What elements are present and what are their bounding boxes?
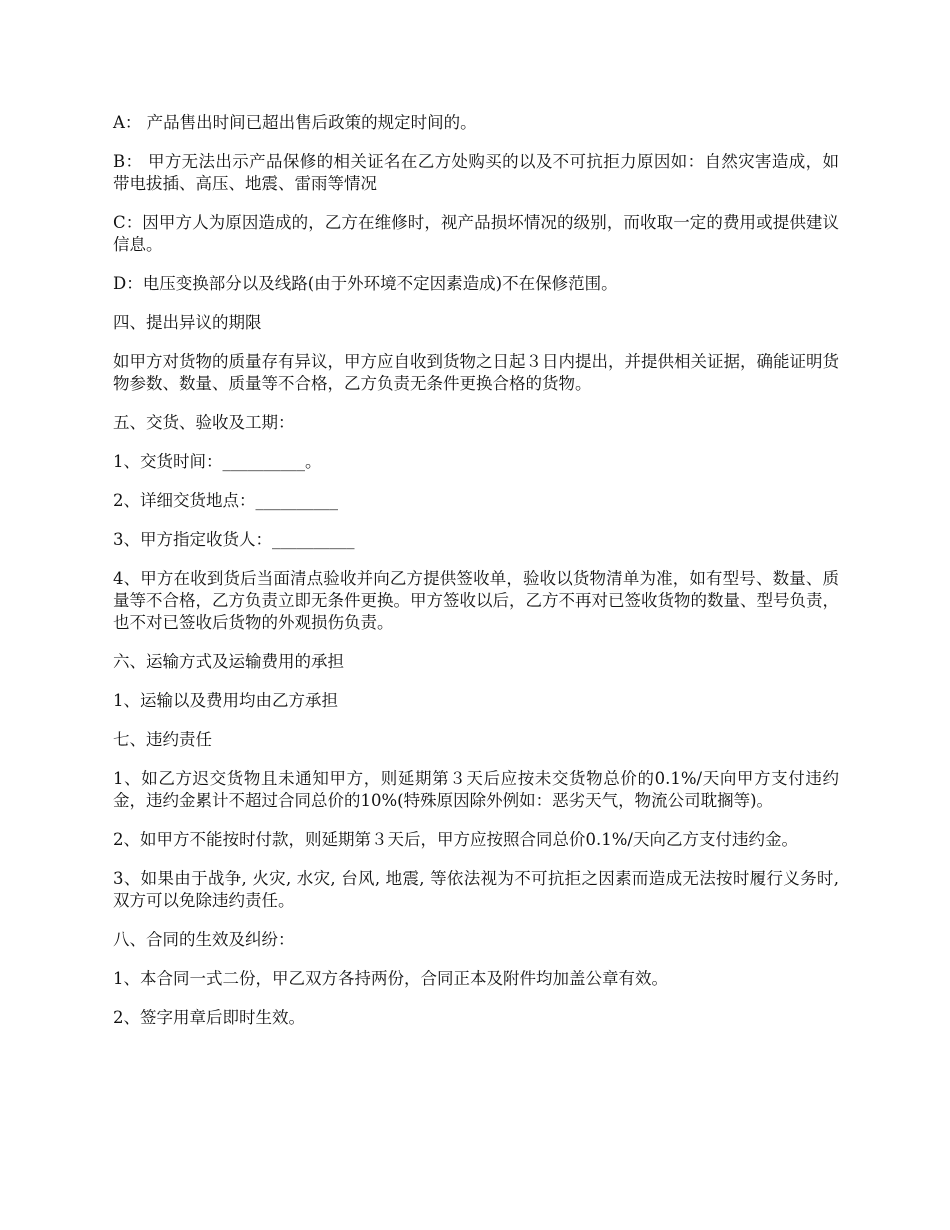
transport-item: 1、运输以及费用均由乙方承担	[113, 691, 338, 710]
section-heading-objection-period: 四、提出异议的期限	[113, 313, 262, 332]
clause-a: A： 产品售出时间已超出售后政策的规定时间的。	[113, 113, 477, 132]
section-heading-delivery: 五、交货、验收及工期：	[113, 413, 295, 432]
section-heading-effectiveness: 八、合同的生效及纠纷：	[113, 930, 295, 949]
section-heading-transport: 六、运输方式及运输费用的承担	[113, 652, 344, 671]
liability-item-1: 1、如乙方迟交货物且未通知甲方，则延期第３天后应按未交货物总价的0.1%/天向甲方支付违约金，违约金累计不超过合同总价的10%(特殊原因除外例如：恶劣天气，物流公司耽搁等)。	[113, 769, 839, 810]
delivery-location-item: 2、详细交货地点：__________	[113, 491, 338, 510]
effectiveness-item-1: 1、本合同一式二份，甲乙双方各持两份，合同正本及附件均加盖公章有效。	[113, 969, 668, 988]
delivery-time-item: 1、交货时间：__________。	[113, 452, 322, 471]
section-heading-liability: 七、违约责任	[113, 730, 212, 749]
clause-d: D：电压变换部分以及线路(由于外环境不定因素造成)不在保修范围。	[113, 274, 618, 293]
clause-b: B： 甲方无法出示产品保修的相关证名在乙方处购买的以及不可抗拒力原因如：自然灾害造成，如带电拔插、高压、地震、雷雨等情况	[113, 152, 839, 193]
document-page	[113, 112, 845, 1046]
objection-period-text: 如甲方对货物的质量存有异议，甲方应自收到货物之日起３日内提出，并提供相关证据，确能证明货物参数、数量、质量等不合格，乙方负责无条件更换合格的货物。	[113, 352, 839, 393]
clause-c: C：因甲方人为原因造成的，乙方在维修时，视产品损坏情况的级别，而收取一定的费用或提供建议信息。	[113, 213, 839, 254]
effectiveness-item-2: 2、签字用章后即时生效。	[113, 1008, 305, 1027]
liability-item-3: 3、如果由于战争, 火灾, 水灾, 台风, 地震, 等依法视为不可抗拒之因素而造成无法按时履行义务时, 双方可以免除违约责任。	[113, 869, 845, 910]
inspection-item: 4、甲方在收到货后当面清点验收并向乙方提供签收单，验收以货物清单为准，如有型号、数量、质量等不合格，乙方负责立即无条件更换。甲方签收以后，乙方不再对已签收货物的数量、型号负责，也不对已签收后货物的外观损伤负责。	[113, 569, 839, 632]
receiver-item: 3、甲方指定收货人：__________	[113, 530, 355, 549]
liability-item-2: 2、如甲方不能按时付款，则延期第３天后，甲方应按照合同总价0.1%/天向乙方支付违约金。	[113, 830, 798, 849]
